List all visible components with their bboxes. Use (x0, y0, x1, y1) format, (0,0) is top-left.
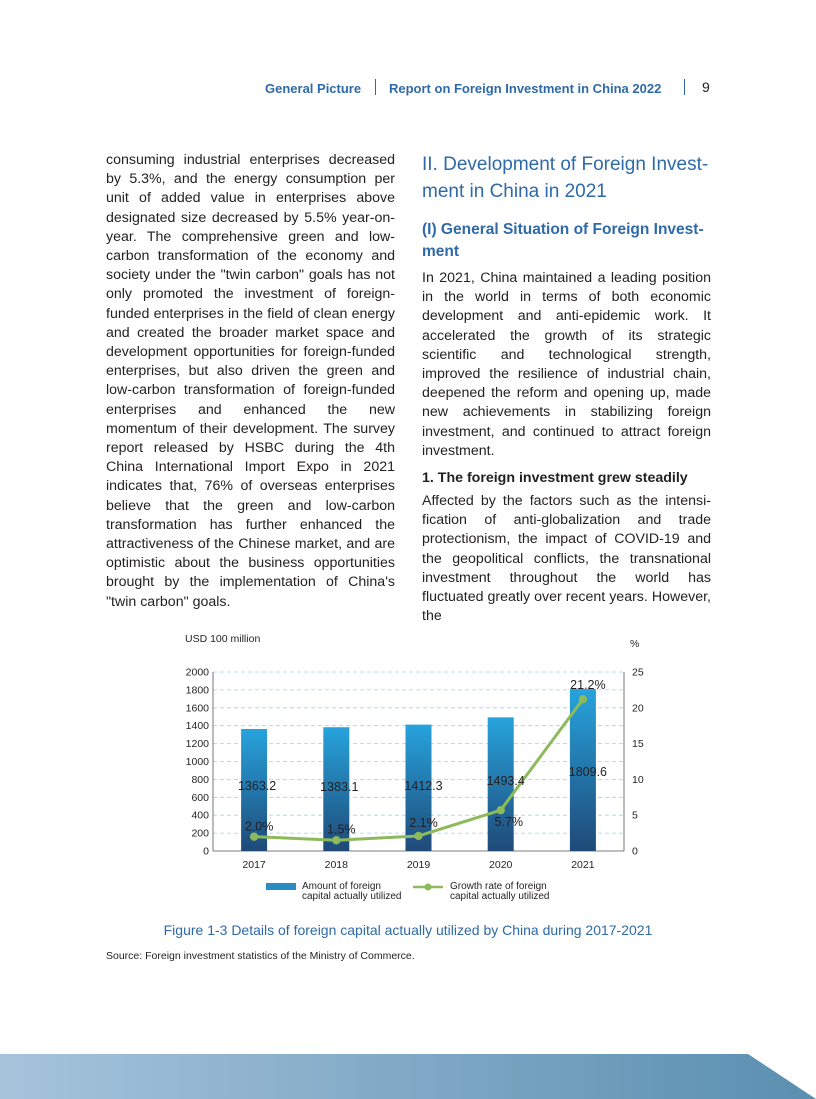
footer-band (0, 1054, 816, 1099)
y-tick-label-right: 25 (632, 666, 644, 679)
header-divider (375, 79, 376, 95)
y-tick-label-right: 15 (632, 738, 644, 751)
y-tick-label-left: 0 (203, 845, 209, 858)
y-tick-label-left: 1400 (185, 720, 209, 733)
x-tick-label: 2019 (406, 859, 431, 871)
y-axis-left-label: USD 100 million (185, 633, 261, 645)
growth-point (414, 832, 422, 840)
header-divider (684, 79, 685, 95)
growth-value-label: 21.2% (570, 678, 606, 693)
bar-value-label: 1493.4 (486, 774, 525, 788)
y-axis-right-label: % (630, 638, 640, 650)
numbered-heading: 1. The foreign investment grew steadily (422, 470, 688, 487)
y-tick-label-right: 20 (632, 702, 644, 715)
growth-value-label: 1.5% (327, 822, 356, 837)
y-tick-label-left: 1800 (185, 684, 209, 697)
subsection-heading: (I) General Situation of Foreign Invest-ment (422, 221, 704, 260)
left-column (106, 151, 395, 612)
legend-bar-swatch (266, 883, 296, 890)
y-tick-label-right: 0 (632, 845, 638, 858)
growth-point (579, 695, 587, 703)
growth-value-label: 2.0% (244, 819, 274, 834)
x-tick-label: 2018 (324, 859, 348, 871)
body-paragraph: Affected by the factors such as the intensi-fication of anti-globalization and trade protectionism, the impact of COVID-19 and the geopolitical conflicts, the transnational investment throughout the world has fluctuated greatly over recent years. However, the (422, 493, 711, 625)
x-tick-label: 2017 (242, 859, 266, 871)
chart (0, 620, 816, 910)
chart-svg (0, 620, 816, 910)
legend-bar-label: capital actually utilized (302, 891, 402, 902)
header-report-title: Report on Foreign Investment in China 2022 (389, 81, 662, 96)
body-paragraph: In 2021, China maintained a leading position in the world in terms of both economic development and anti-epidemic work. It accelerated the growth of its strategic scientific and technological strength, improved the resilience of industrial chain, deepened the reform and opening up, made new achievements in stabilizing foreign investment, and continued to attract foreign investment. (422, 270, 711, 459)
y-tick-label-left: 400 (191, 809, 209, 822)
y-tick-label-left: 1600 (185, 702, 209, 715)
y-tick-label-left: 1200 (185, 738, 209, 751)
page-number: 9 (702, 79, 710, 95)
legend-bar-label: Amount of foreign (302, 881, 381, 892)
y-tick-label-left: 200 (191, 827, 209, 840)
legend-line-label: Growth rate of foreign (450, 881, 547, 892)
x-tick-label: 2020 (489, 859, 513, 871)
y-tick-label-left: 2000 (185, 666, 209, 679)
y-tick-label-left: 1000 (185, 756, 209, 768)
body-paragraph: consuming industrial enterprises decreased by 5.3%, and the energy consumption per unit of added value in enterprises above designated size decreased by 5.5% year-on-year. The comprehensive green and low-carbon transformation of the economy and society under the "twin carbon" goals has not only promoted the investment of foreign-funded enterprises in the field of clean energy and created the broader market space and development opportunities for foreign-funded enterprises, but also driven the green and low-carbon transformation of foreign-funded enterprises and enhanced the new momentum of their development. The survey report released by HSBC during the 4th China International Import Expo in 2021 indicates that, 76% of overseas enterprises believe that the green and low-carbon transformation has further enhanced the attractiveness of the Chinese market, and are optimistic about the business opportunities brought by the implementation of China's "twin carbon" goals. (106, 152, 395, 610)
growth-value-label: 5.7% (494, 815, 523, 830)
bar-value-label: 1383.1 (320, 780, 359, 794)
y-tick-label-left: 800 (191, 773, 209, 786)
bar-value-label: 1412.3 (404, 779, 443, 793)
x-tick-label: 2021 (571, 859, 595, 871)
bar-value-label: 1809.6 (568, 765, 608, 779)
section-heading: II. Development of Foreign Invest-ment in China in 2021 (422, 154, 709, 202)
y-tick-label-left: 600 (191, 791, 209, 804)
bar-value-label: 1363.2 (237, 779, 277, 793)
figure-source: Source: Foreign investment statistics of the Ministry of Commerce. (106, 950, 415, 962)
right-column (422, 151, 711, 626)
y-tick-label-right: 5 (632, 809, 638, 822)
page-header (0, 79, 816, 99)
y-tick-label-right: 10 (632, 773, 644, 786)
legend-line-marker (425, 884, 432, 891)
growth-point (332, 836, 340, 844)
figure-caption: Figure 1-3 Details of foreign capital actually utilized by China during 2017-2021 (163, 922, 653, 938)
legend-line-label: capital actually utilized (450, 891, 550, 902)
growth-point (250, 832, 258, 840)
growth-value-label: 2.1% (409, 815, 438, 830)
growth-point (497, 806, 505, 814)
header-section: General Picture (265, 81, 362, 96)
